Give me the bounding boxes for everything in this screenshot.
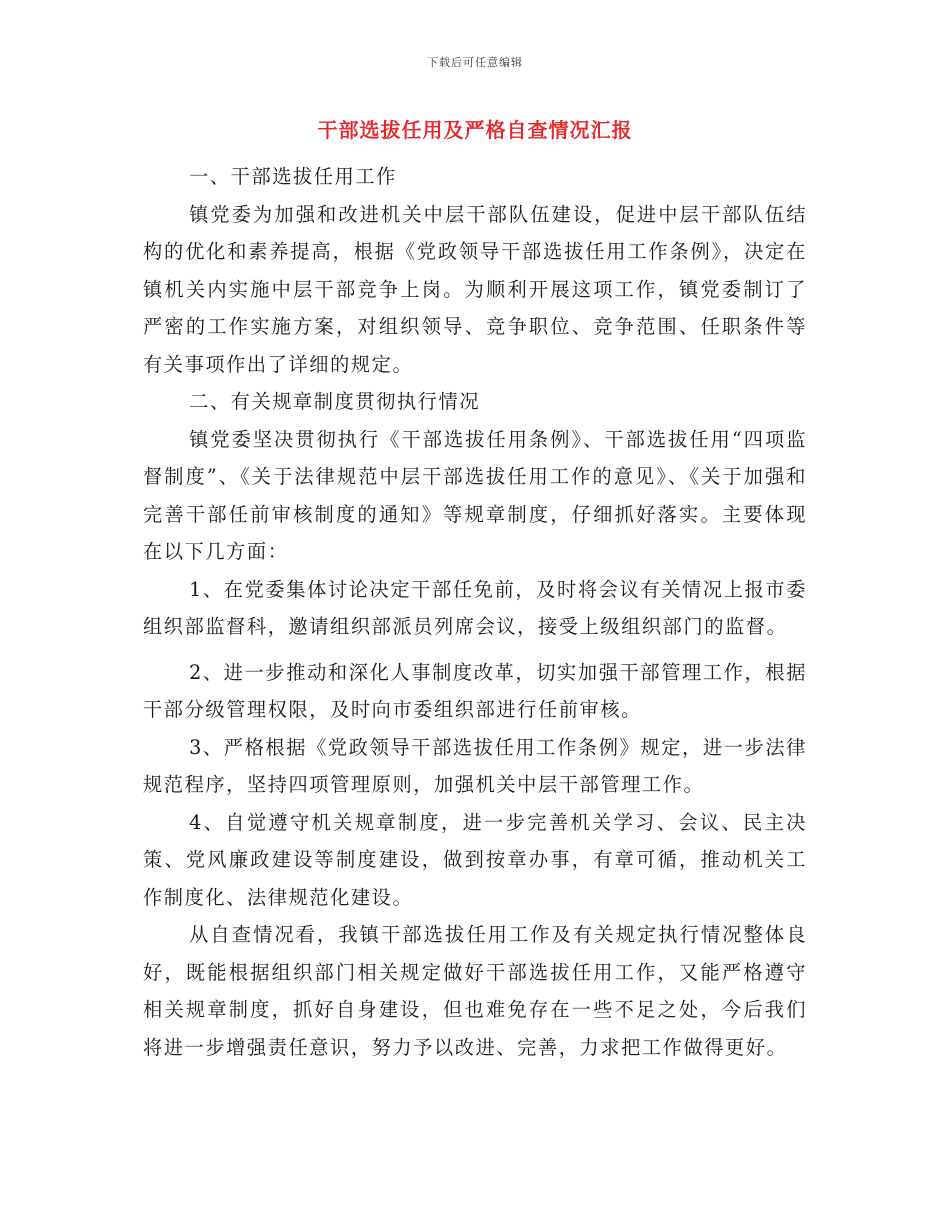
list-item-4: 4、自觉遵守机关规章制度，进一步完善机关学习、会议、民主决策、党风廉政建设等制度建设，做到按章办事，有章可循，推动机关工作制度化、法律规范化建设。 — [143, 810, 807, 909]
conclusion-paragraph: 从自查情况看，我镇干部选拔任用工作及有关规定执行情况整体良好，既能根据组织部门相关规定做好干部选拔任用工作，又能严格遵守相关规章制度，抓好自身建设，但也难免存在一些不足之处，今后我们将进一步增强责任意识，努力予以改进、完善，力求把工作做得更好。 — [143, 923, 807, 1059]
list-item-3: 3、严格根据《党政领导干部选拔任用工作条例》规定，进一步法律规范程序，坚持四项管理原则，加强机关中层干部管理工作。 — [143, 735, 807, 796]
document-title: 干部选拔任用及严格自查情况汇报 — [317, 118, 633, 142]
paragraph-2: 镇党委坚决贯彻执行《干部选拔任用条例》、干部选拔任用“四项监督制度”、《关于法律规范中层干部选拔任用工作的意见》、《关于加强和完善干部任前审核制度的通知》等规章制度，仔细抓好落实。主要体现在以下几方面： — [143, 427, 807, 563]
header-note: 下载后可任意编辑 — [427, 56, 523, 69]
document-body — [143, 158, 807, 1066]
section-heading-1: 一、干部选拔任用工作 — [189, 165, 397, 188]
list-item-2: 2、进一步推动和深化人事制度改革，切实加强干部管理工作，根据干部分级管理权限，及时向市委组织部进行任前审核。 — [143, 660, 807, 721]
section-heading-2: 二、有关规章制度贯彻执行情况 — [189, 390, 481, 413]
paragraph-1: 镇党委为加强和改进机关中层干部队伍建设，促进中层干部队伍结构的优化和素养提高，根据《党政领导干部选拔任用工作条例》，决定在镇机关内实施中层干部竞争上岗。为顺利开展这项工作，镇党委制订了严密的工作实施方案，对组织领导、竞争职位、竞争范围、任职条件等有关事项作出了详细的规定。 — [143, 202, 807, 376]
list-item-1: 1、在党委集体讨论决定干部任免前，及时将会议有关情况上报市委组织部监督科，邀请组织部派员列席会议，接受上级组织部门的监督。 — [143, 577, 807, 638]
